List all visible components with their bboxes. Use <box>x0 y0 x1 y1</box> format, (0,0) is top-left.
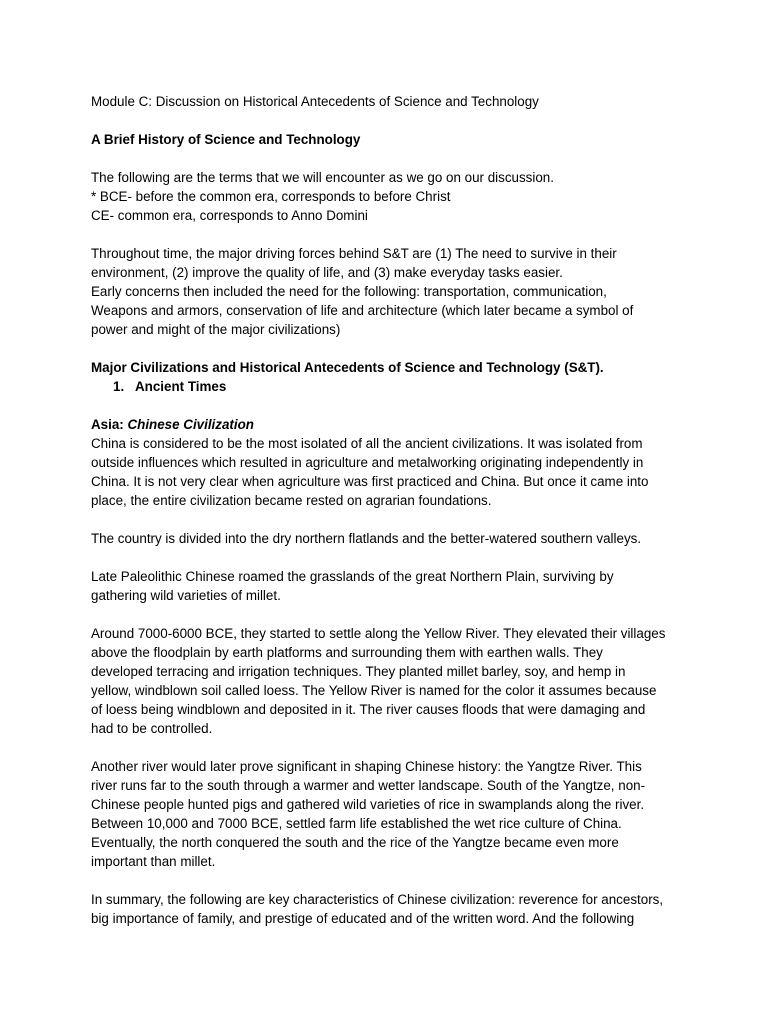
chinese-civilization-label: Chinese Civilization <box>127 417 254 432</box>
paragraph-line: developed terracing and irrigation techniques. They planted millet barley, soy, and hemp in <box>91 664 626 679</box>
paragraph-line: river runs far to the south through a warmer and wetter landscape. South of the Yangtze, non- <box>91 778 646 793</box>
paragraph-line: The country is divided into the dry northern flatlands and the better-watered southern valleys. <box>91 531 642 546</box>
geography-paragraph <box>91 529 691 548</box>
paragraph-line: * BCE- before the common era, corresponds to before Christ <box>91 189 451 204</box>
paragraph-line: power and might of the major civilizations) <box>91 322 341 337</box>
paragraph-line: China. It is not very clear when agriculture was first practiced and China. But once it came into <box>91 474 649 489</box>
paragraph-line: Weapons and armors, conservation of life and architecture (which later became a symbol of <box>91 303 634 318</box>
paragraph-line: big importance of family, and prestige of educated and of the written word. And the following <box>91 911 635 926</box>
paragraph-line: Chinese people hunted pigs and gathered wild varieties of rice in swamplands along the river. <box>91 797 645 812</box>
section-heading-major-civilizations: Major Civilizations and Historical Antecedents of Science and Technology (S&T). <box>91 360 604 375</box>
driving-forces-paragraph <box>91 244 691 339</box>
list-number: 1. <box>113 379 125 394</box>
paragraph-line: outside influences which resulted in agriculture and metalworking originating independently in <box>91 455 644 470</box>
paragraph-line: Around 7000-6000 BCE, they started to settle along the Yellow River. They elevated their villages <box>91 626 666 641</box>
section-heading-brief-history: A Brief History of Science and Technology <box>91 132 361 147</box>
paragraph-line: The following are the terms that we will encounter as we go on our discussion. <box>91 170 554 185</box>
paragraph-line: of loess being windblown and deposited in it. The river causes floods that were damaging and <box>91 702 646 717</box>
paragraph-line: Another river would later prove significant in shaping Chinese history: the Yangtze River. This <box>91 759 642 774</box>
summary-paragraph <box>91 890 691 928</box>
list-label: Ancient Times <box>135 379 227 394</box>
paragraph-line: Early concerns then included the need for the following: transportation, communication, <box>91 284 607 299</box>
paragraph-line: Late Paleolithic Chinese roamed the grasslands of the great Northern Plain, surviving by <box>91 569 614 584</box>
asia-heading <box>91 415 691 434</box>
paragraph-line: above the floodplain by earth platforms and surrounding them with earthen walls. They <box>91 645 603 660</box>
asia-prefix: Asia: <box>91 417 128 432</box>
document-title: Module C: Discussion on Historical Antecedents of Science and Technology <box>91 94 539 109</box>
paragraph-line: Throughout time, the major driving forces behind S&T are (1) The need to survive in their <box>91 246 617 261</box>
list-item-ancient-times <box>91 377 691 396</box>
paragraph-line: important than millet. <box>91 854 216 869</box>
terms-paragraph <box>91 168 691 225</box>
paragraph-line: had to be controlled. <box>91 721 213 736</box>
paragraph-line: environment, (2) improve the quality of life, and (3) make everyday tasks easier. <box>91 265 563 280</box>
china-isolation-paragraph <box>91 434 691 510</box>
paragraph-line: Between 10,000 and 7000 BCE, settled farm life established the wet rice culture of China. <box>91 816 622 831</box>
paragraph-line: Eventually, the north conquered the south and the rice of the Yangtze became even more <box>91 835 619 850</box>
paragraph-line: In summary, the following are key characteristics of Chinese civilization: reverence for ancestors, <box>91 892 664 907</box>
paragraph-line: place, the entire civilization became rested on agrarian foundations. <box>91 493 492 508</box>
yangtze-river-paragraph <box>91 757 691 871</box>
paragraph-line: CE- common era, corresponds to Anno Domini <box>91 208 368 223</box>
paragraph-line: gathering wild varieties of millet. <box>91 588 281 603</box>
yellow-river-paragraph <box>91 624 691 738</box>
paragraph-line: yellow, windblown soil called loess. The Yellow River is named for the color it assumes because <box>91 683 657 698</box>
document-body <box>91 92 691 928</box>
paleolithic-paragraph <box>91 567 691 605</box>
paragraph-line: China is considered to be the most isolated of all the ancient civilizations. It was isolated from <box>91 436 643 451</box>
